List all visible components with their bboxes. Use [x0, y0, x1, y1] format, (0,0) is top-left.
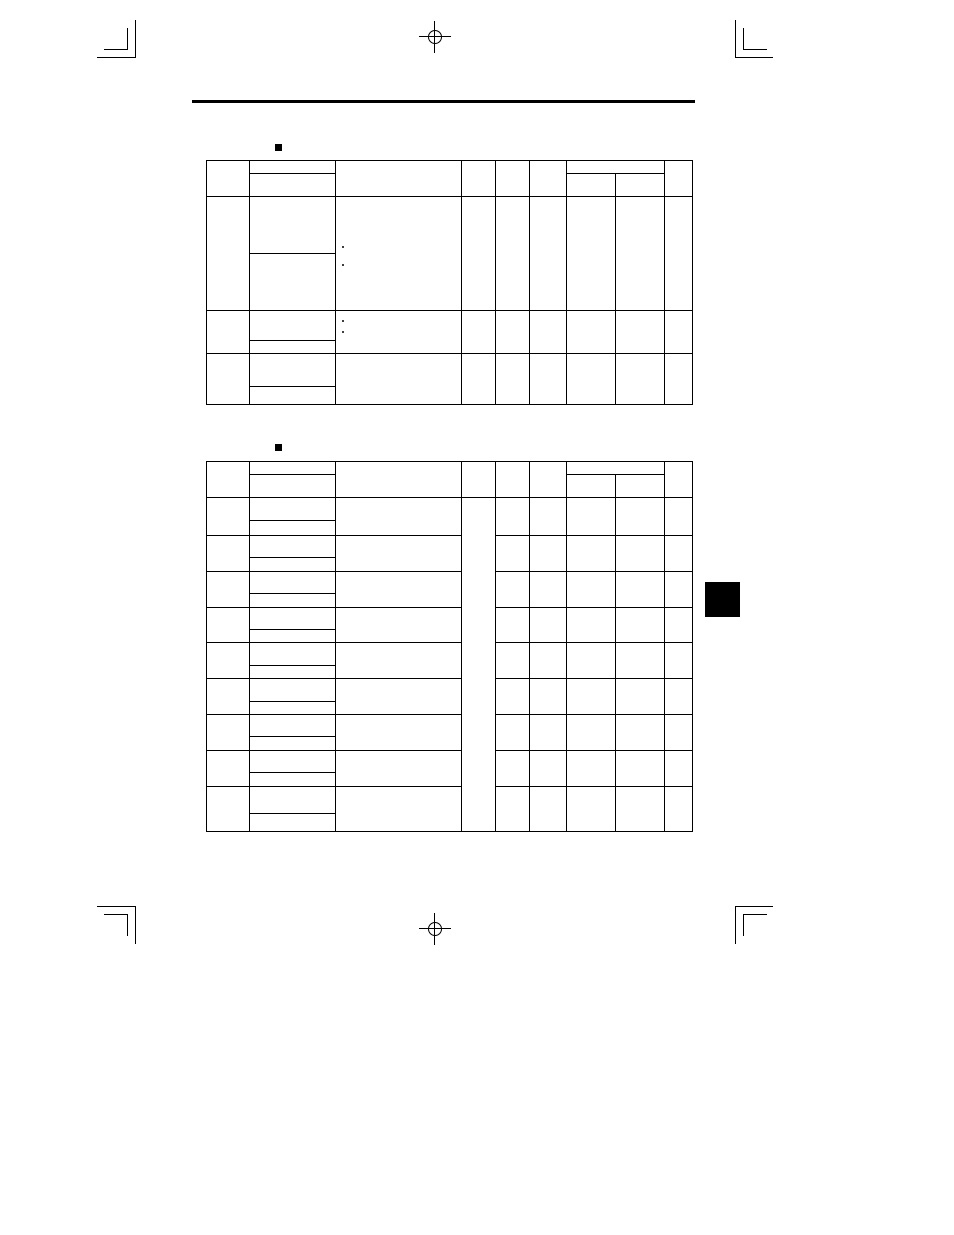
table2-col-line — [495, 461, 496, 832]
table2-col-line — [529, 461, 530, 832]
parameter-table-2 — [206, 461, 693, 832]
crop-mark — [743, 49, 767, 50]
table2-subrow-line — [249, 593, 335, 594]
table2-col-line — [566, 461, 567, 832]
table1-row-line — [206, 310, 693, 311]
crop-mark — [735, 906, 773, 907]
table1-header-bottom — [206, 196, 693, 197]
crop-mark — [735, 57, 773, 58]
table2-col-line — [335, 461, 336, 832]
table1-header-line — [566, 173, 664, 174]
table2-row-line — [206, 642, 461, 643]
crop-mark — [127, 914, 128, 936]
crop-mark — [743, 914, 767, 915]
chapter-tab — [705, 582, 740, 617]
table2-row-line — [206, 535, 461, 536]
table2-subrow-line — [249, 665, 335, 666]
table2-row-line — [495, 607, 693, 608]
table2-row-line — [495, 714, 693, 715]
crop-mark — [743, 914, 744, 936]
crop-mark — [735, 906, 736, 944]
table2-subrow-line — [249, 557, 335, 558]
table2-subrow-line — [249, 736, 335, 737]
bullet-icon — [342, 246, 344, 248]
table2-subrow-line — [249, 520, 335, 521]
table2-col-line — [461, 461, 462, 832]
table1-subrow-line — [249, 386, 335, 387]
table2-col-line — [249, 461, 250, 832]
table2-row-line — [495, 678, 693, 679]
crop-mark — [104, 914, 128, 915]
table2-row-line — [206, 571, 461, 572]
table2-row-line — [206, 714, 461, 715]
crop-mark — [135, 20, 136, 58]
table2-row-line — [206, 678, 461, 679]
table2-header-bottom — [206, 497, 693, 498]
table2-col-line — [615, 474, 616, 832]
bullet-icon — [342, 331, 344, 333]
crop-mark — [104, 49, 128, 50]
crop-mark — [127, 28, 128, 50]
crop-mark — [135, 906, 136, 944]
table2-row-line — [495, 535, 693, 536]
table2-col-line — [664, 461, 665, 832]
bullet-icon — [342, 264, 344, 266]
table2-header-line — [566, 474, 664, 475]
table2-row-line — [206, 607, 461, 608]
table2-row-line — [495, 571, 693, 572]
table2-subrow-line — [249, 701, 335, 702]
crop-mark — [97, 57, 135, 58]
section-marker-icon — [275, 444, 282, 451]
table2-row-line — [206, 786, 461, 787]
crop-mark — [97, 906, 135, 907]
table2-row-line — [495, 642, 693, 643]
crop-mark — [743, 28, 744, 50]
table1-subrow-line — [249, 253, 335, 254]
table2-subrow-line — [249, 772, 335, 773]
table2-row-line — [495, 786, 693, 787]
table2-header-line — [249, 474, 335, 475]
table1-col-line — [615, 173, 616, 405]
table2-subrow-line — [249, 813, 335, 814]
table2-row-line — [206, 750, 461, 751]
header-rule — [192, 100, 695, 103]
registration-mark-icon — [425, 27, 445, 47]
crop-mark — [735, 20, 736, 58]
table2-row-line — [495, 750, 693, 751]
table2-subrow-line — [249, 629, 335, 630]
registration-mark-icon — [425, 919, 445, 939]
table1-row-line — [206, 353, 693, 354]
section-marker-icon — [275, 144, 282, 151]
table1-subrow-line — [249, 340, 335, 341]
bullet-icon — [342, 320, 344, 322]
table1-header-line — [249, 173, 335, 174]
